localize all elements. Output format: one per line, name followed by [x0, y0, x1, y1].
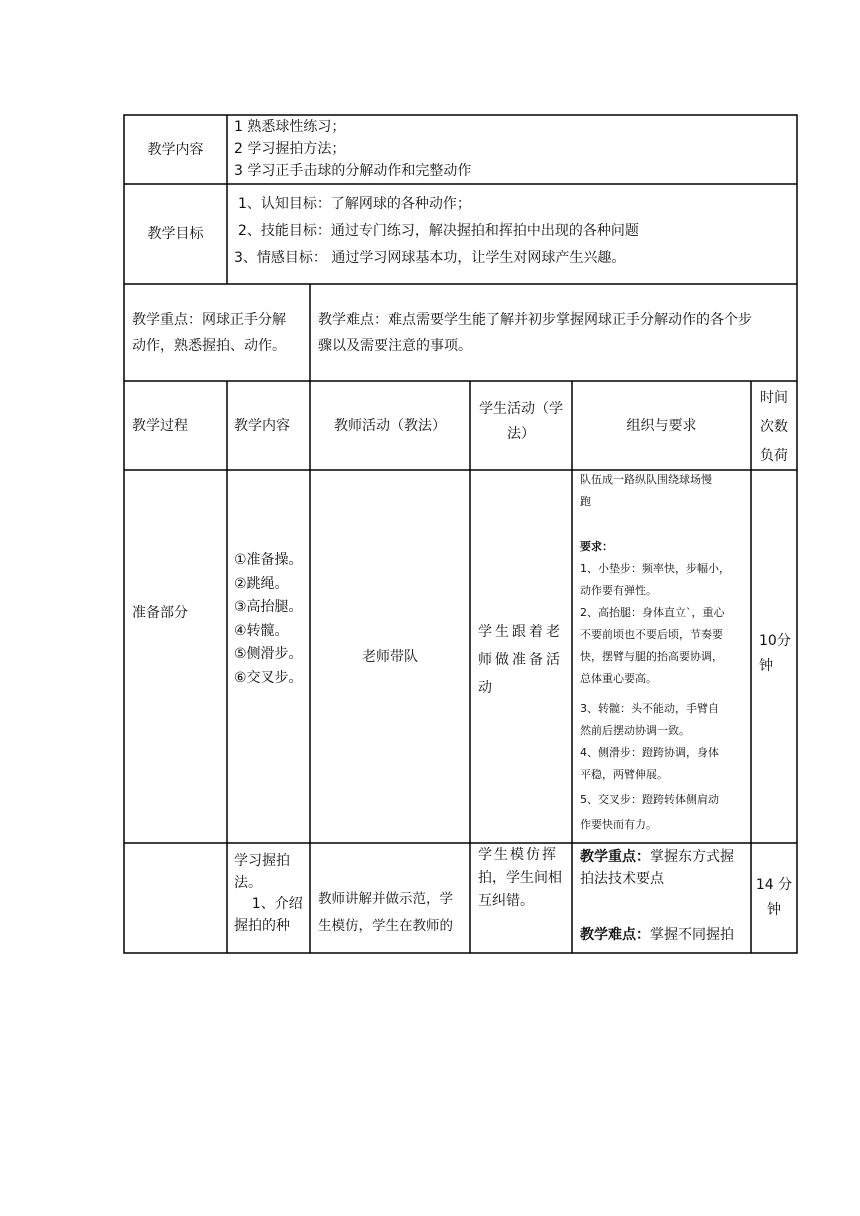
prep-content-4: ④转髋。 — [234, 622, 289, 639]
prep-student — [478, 618, 566, 702]
row2-label — [124, 184, 227, 284]
grip-student-line-2: 拍，学生间相 — [478, 870, 562, 886]
row1-label — [124, 115, 227, 184]
row3-focus-line-1: 教学重点：网球正手分解 — [132, 312, 286, 328]
row2-item-1: 1、认知目标：了解网球的各种动作； — [238, 196, 471, 212]
grip-student — [478, 844, 570, 913]
grip-org-focus-text-2: 拍法技术要点 — [580, 871, 664, 887]
header-process — [132, 381, 227, 470]
header-teacher — [310, 381, 470, 470]
prep-content-1: ①准备操。 — [234, 552, 303, 568]
grip-time-line-1: 14 分 — [755, 877, 793, 893]
row1-item-1: 1 熟悉球性练习； — [234, 119, 346, 135]
prep-process-text: 准备部分 — [132, 605, 188, 621]
prep-org-req5-1: 5、交叉步：蹬跨转体侧肩动 — [580, 793, 719, 806]
grip-org-focus-line-1 — [580, 846, 750, 868]
prep-org-req3-2: 然前后摆动协调一致。 — [580, 724, 690, 737]
prep-content-5: ⑤侧滑步。 — [234, 646, 303, 662]
row3-difficulty-line-2: 骤以及需要注意的事项。 — [318, 338, 472, 354]
prep-content-2: ②跳绳。 — [234, 575, 289, 592]
header-organize-text: 组织与要求 — [626, 417, 697, 434]
row3-focus-line-2: 动作，熟悉握拍、动作。 — [132, 338, 286, 354]
grip-org-diff-text: 掌握不同握拍 — [650, 927, 734, 943]
grip-student-line-3: 互纠错。 — [478, 893, 534, 909]
row2-item-3: 3、情感目标： 通过学习网球基本功，让学生对网球产生兴趣。 — [234, 250, 626, 266]
row2-label-text: 教学目标 — [147, 226, 204, 242]
prep-org-intro-2: 跑 — [580, 495, 591, 508]
grip-content-1: 学习握拍 — [234, 853, 290, 869]
prep-org-req4-1: 4、侧滑步：蹬跨协调，身体 — [580, 746, 719, 759]
prep-time-line-1: 10分 — [759, 633, 791, 649]
prep-student-line-3: 动 — [478, 680, 495, 696]
header-content-text: 教学内容 — [234, 417, 290, 434]
prep-content-3: ③高抬腿。 — [234, 599, 303, 615]
prep-org-req5-2: 作要快而有力。 — [580, 818, 657, 831]
prep-org-req2-1: 2、高抬腿：身体直立`，重心 — [580, 606, 725, 619]
header-time-line-1: 时间 — [760, 390, 788, 406]
header-teacher-text: 教师活动（教法） — [334, 417, 446, 434]
prep-organize — [580, 469, 750, 836]
prep-process — [132, 602, 188, 624]
grip-org-diff-label: 教学难点： — [580, 927, 650, 943]
prep-org-req3-1: 3、转髋：头不能动，手臂自 — [580, 702, 719, 715]
grip-time — [751, 873, 797, 923]
prep-time — [759, 629, 797, 679]
row1-item-3: 3 学习正手击球的分解动作和完整动作 — [234, 163, 472, 179]
prep-teacher — [310, 646, 470, 668]
row3-difficulty — [318, 307, 794, 359]
prep-org-req2-4: 总体重心要高。 — [580, 672, 657, 685]
prep-content — [234, 549, 310, 690]
row3-focus — [132, 307, 308, 359]
grip-teacher-line-2: 生模仿，学生在教师的 — [318, 918, 453, 934]
row3-difficulty-line-1: 教学难点：难点需要学生能了解并初步掌握网球正手分解动作的各个步 — [318, 312, 752, 328]
row2-items — [234, 191, 794, 272]
header-time-line-3: 负荷 — [760, 448, 788, 464]
grip-student-line-1: 学生模仿挥 — [478, 847, 558, 863]
prep-org-req2-2: 不要前顷也不要后顷，节奏要 — [580, 628, 723, 641]
grip-teacher — [318, 886, 468, 940]
prep-content-6: ⑥交叉步。 — [234, 669, 303, 686]
row1-item-2: 2 学习握拍方法； — [234, 141, 346, 157]
header-organize — [572, 381, 751, 470]
grip-org-focus-text-1: 掌握东方式握 — [650, 849, 734, 865]
row2-item-2: 2、技能目标：通过专门练习，解决握拍和挥拍中出现的各种问题 — [238, 223, 639, 239]
prep-org-req4-2: 平稳，两臂伸展。 — [580, 768, 668, 781]
header-student-line-1: 学生活动（学 — [479, 401, 563, 417]
header-time-line-2: 次数 — [760, 419, 788, 435]
grip-content-2: 法。 — [234, 874, 262, 891]
grip-organize — [580, 846, 750, 946]
grip-org-focus-label: 教学重点： — [580, 849, 650, 865]
prep-org-req1-1: 1、小垫步：频率快，步幅小， — [580, 562, 730, 575]
header-student-line-2: 法） — [507, 426, 535, 442]
prep-org-req-title: 要求： — [580, 540, 613, 553]
prep-student-line-2: 师做准备活 — [478, 652, 563, 668]
prep-time-line-2: 钟 — [759, 658, 773, 674]
prep-org-intro-1: 队伍成一路纵队围绕球场慢 — [580, 473, 712, 486]
grip-content-3: 1、介绍 — [234, 896, 303, 912]
grip-org-diff-line — [580, 924, 750, 946]
header-student — [470, 397, 572, 447]
grip-teacher-line-1: 教师讲解并做示范，学 — [318, 891, 453, 907]
grip-content — [234, 851, 308, 937]
grip-content-4: 握拍的种 — [234, 917, 290, 934]
prep-teacher-text: 老师带队 — [362, 649, 418, 665]
header-content — [234, 381, 310, 470]
row1-label-text: 教学内容 — [147, 141, 204, 158]
prep-student-line-1: 学生跟着老 — [478, 624, 563, 640]
prep-org-req2-3: 快，摆臂与腿的抬高要协调， — [580, 650, 723, 663]
prep-org-req1-2: 动作要有弹性。 — [580, 584, 657, 597]
row1-items — [234, 116, 794, 182]
header-process-text: 教学过程 — [132, 417, 188, 434]
grip-time-line-2: 钟 — [767, 902, 781, 918]
header-time — [751, 384, 797, 471]
